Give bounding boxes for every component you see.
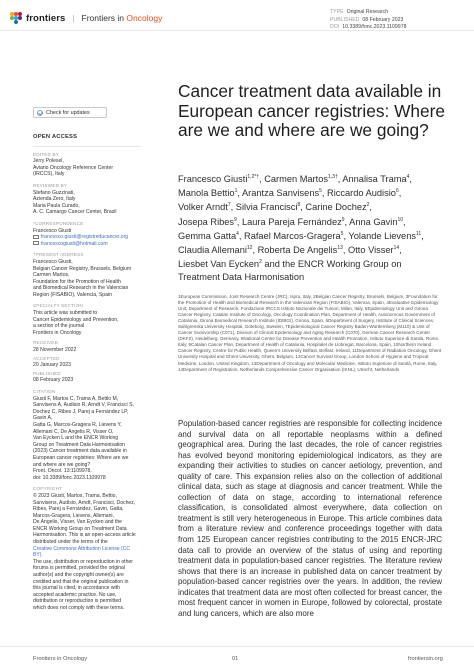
author-name: Josepa Ribes — [178, 216, 235, 227]
affiliation-superscript: 13 — [337, 245, 343, 252]
footer-divider — [0, 646, 474, 647]
author-name: and the ENCR Working Group on — [261, 259, 402, 270]
article-meta — [330, 9, 406, 32]
author-name: , Riccardo Audisio — [321, 188, 396, 199]
affiliation-superscript: 14 — [393, 245, 400, 252]
author-name: , Yolande Lievens — [343, 231, 416, 242]
author-name: , — [421, 231, 424, 242]
check-updates-icon — [37, 110, 43, 116]
affiliation-superscript: 5 — [340, 230, 344, 237]
author-name: , Rafael Marcos-Gragera — [238, 231, 341, 242]
citation-text: Giusti F, Martos C, Trama A, Bettio M, Sanvisens A, Audisio R, Arndt V, Francisci S, Dochez C, Ribes J, Parej a Fernández LP, Gavin A, Gatta G, Marcos-Gragera R, Lievens Y, Allemani C, De Angelis R, Visser O, Van Eycken L and the ENCR Working Group on Treatment Data Harmonisation (2023) Cancer treatment data available in European cancer registries: Where are we and where are we going? Front. Oncol. 13:1109978. doi: 10.3389/fonc.2023.1109978 — [33, 396, 141, 482]
sidebar-info — [33, 134, 141, 612]
sidebar-divider — [33, 146, 141, 147]
affiliation-superscript: 4 — [236, 230, 239, 237]
edited-by: Jerry Polesel, Aviano Oncology Reference Center (IRCCS), Italy — [33, 158, 114, 178]
present-address-label: †PRESENT ADDRESS — [33, 252, 84, 258]
affiliation-superscript: 7 — [227, 202, 231, 209]
affiliations: 1European Commission, Joint Research Centre (JRC), Ispra, Italy, 2Belgian Cancer Registry, Brussels, Belgium, 3Foundation for the Promotion of Health and Biomedical Research in the Valencian Region (FISABIO), Valencia, Spain, 4Evaluative Epidemiology Unit, Department of Research, Fondazione IRCCS Istituto Nazionale dei Tumori, Milan, Italy, 5Epidemiology Unit and Girona Cancer Registry, Catalan Institute of Oncology, Oncology Coordination Plan, Department of Health, Autonomous Government of Catalonia, Girona Biomedical Research Institute (IDIBGI), Girona, Spain, 6Department of Surgery, Institute of Clinical Sciences, Sahlgrenska University Hospital, Göteborg, Sweden, 7Epidemiological Cancer Registry Baden-Württemberg (M110) & Unit of Cancer Survivorship (C071), Division of Clinical Epidemiology and Aging Research (C070), German Cancer Research Center (DKFZ), Heidelberg, Germany, 8National Centre for Disease Prevention and Health Promotion, Istituto Superiore di Sanità, Rome, Italy, 9Catalan Cancer Plan, Department of Health of Catalonia, Hospitalet de Llobregat, Barcelona, Spain, 10Northern Ireland Cancer Registry, Centre for Public Health, Queen's University Belfast, Belfast, Ireland, 11Department of Radiation Oncology, Ghent University Hospital and Ghent University, Ghent, Belgium, 12Cancer Survival Group, London School of Hygiene and Tropical Medicine, London, United Kingdom, 13Department of Oncology and Molecular Medicine, Istituto Superiore di Sanità, Rome, Italy, 14Department of Registration, Netherlands Comprehensive Cancer Organisation (IKNL), Utrecht, Netherlands — [178, 294, 442, 372]
journal-prefix: Frontiers in — [81, 13, 125, 23]
journal-accent: Oncology — [126, 13, 163, 23]
affiliation-superscript: 9 — [234, 216, 237, 223]
author-name: , Silvia Francisci — [230, 202, 298, 213]
specialty-label: SPECIALTY SECTION — [33, 303, 83, 309]
author-name: , — [403, 216, 406, 227]
header-logo[interactable] — [10, 12, 162, 24]
author-name: , — [369, 202, 372, 213]
author-name: , — [398, 188, 402, 199]
brand-name: frontiers — [26, 12, 66, 24]
check-updates-label: Check for updates — [46, 109, 90, 116]
author-name: , Roberta De Angelis — [252, 245, 338, 256]
affiliation-superscript: 2 — [259, 259, 262, 266]
author-name: , — [399, 245, 402, 256]
author-name: Treatment Data Harmonisation — [178, 271, 305, 282]
date-list — [33, 340, 141, 384]
envelope-icon — [33, 241, 39, 245]
abstract-text: Population-based cancer registries are responsible for collecting incidence and survival data on all reportable neoplasms within a defined geographical area. During the last decades, the role of cancer registries has evolved beyond monitoring epidemiological indicators, as they are expanding their activities to studies on cancer aetiology, prevention, and quality of care. This expansion relies also on the collection of additional clinical data, such as stage at diagnosis and cancer treatment. While the collection of data on stage, according to international reference classification, is consolidated almost everywhere, data collection on treatment is still very heterogeneous in Europe. This article combines data from a literature review and conference proceedings together with data from 125 European cancer registries contributing to the 2015 ENCR-JRC data call to provide an overview of the status of using and reporting treatment data in population-based cancer registries. The literature review shows that there is an increase in published data on cancer treatment by population-based cancer registries over the years. In addition, the review indicates that treatment data are most often collected for breast cancer, the most frequent cancer in women in Europe, followed by colorectal, prostate and lung cancers, which are also more — [178, 419, 442, 618]
affiliation-superscript: 12 — [246, 245, 253, 252]
meta-published: PUBLISHED 08 February 2023 — [330, 16, 404, 23]
journal-name[interactable] — [82, 13, 163, 23]
published-label: PUBLISHED — [33, 370, 61, 376]
author-name: , Carmen Martos — [259, 174, 328, 185]
present-address: Francesco Giusti, Belgian Cancer Registry, Brussels, Belgium Carmen Martos, Foundation for the Promotion of Health and Biomedical Research in the Valencian Region (FISABIO), Valencia, Spain — [33, 258, 132, 298]
affiliation-superscript: 10 — [397, 216, 404, 223]
affiliation-superscript: 2 — [366, 202, 370, 209]
accepted-label: ACCEPTED — [33, 355, 60, 361]
check-updates-button[interactable] — [33, 107, 107, 118]
author-line — [178, 199, 442, 213]
author-name: , Otto Visser — [342, 245, 394, 256]
specialty-section: This article was submitted to Cancer Epidemiology and Prevention, a section of the journal Frontiers in Oncology — [33, 310, 119, 336]
edited-by-label: EDITED BY — [33, 151, 60, 157]
affiliation-superscript: 8 — [297, 202, 301, 209]
affiliation-superscript: 5 — [319, 188, 322, 195]
meta-type: TYPE Original Research — [330, 9, 389, 15]
author-name: , Arantza Sanvisens — [237, 188, 320, 199]
header-divider — [0, 30, 474, 31]
citation-doi[interactable]: doi: 10.3389/fonc.2023.1109978 — [33, 474, 106, 481]
copyright-label: COPYRIGHT — [33, 486, 63, 492]
affiliation-superscript: 1,3 — [327, 174, 335, 180]
author-name: Francesco Giusti — [178, 174, 248, 185]
author-line — [178, 242, 442, 256]
author-name: , Anna Gavin — [344, 216, 398, 227]
affiliation-superscript: 6 — [395, 188, 399, 195]
affiliation-superscript: † — [334, 174, 338, 180]
author-name: , Annalisa Trama — [337, 174, 407, 185]
affiliation-superscript: 11 — [415, 230, 422, 237]
author-name: Volker Arndt — [178, 202, 228, 213]
header-separator: | — [72, 13, 75, 23]
affiliation-superscript: 1 — [234, 188, 238, 195]
published-date: 08 February 2023 — [33, 377, 74, 384]
author-line — [178, 228, 442, 242]
page-number: 01 — [232, 656, 239, 662]
license-link[interactable]: Creative Commons Attribution License (CC BY). — [33, 545, 131, 559]
accepted-date: 20 January 2023 — [33, 362, 71, 369]
affiliation-superscript: *† — [254, 174, 260, 180]
author-name: , Carine Dochez — [300, 202, 367, 213]
reviewed-by: Stefano Guzzinati, Azienda Zero, Italy Maria Paula Curado, A. C. Camargo Cancer Center, Brazil — [33, 189, 117, 216]
author-line — [178, 214, 442, 228]
email-link-1[interactable]: francesco.giusti@registreducancer.org — [33, 234, 141, 241]
email-link-2[interactable]: francescogiusti@hotmail.com — [33, 241, 141, 248]
author-name: Liesbet Van Eycken — [178, 259, 260, 270]
author-line — [178, 171, 442, 185]
reviewed-by-label: REVIEWED BY — [33, 182, 68, 188]
author-line — [178, 256, 442, 270]
meta-doi[interactable]: DOI 10.3389/fonc.2023.1109978 — [330, 24, 407, 31]
correspondence-label: *CORRESPONDENCE — [33, 220, 84, 226]
open-access-label: OPEN ACCESS — [33, 134, 78, 140]
copyright-text: © 2023 Giusti, Martos, Trama, Bettio, Sanvisens, Audisio, Arndt, Francisci, Dochez, Ribes, Parej a Fernández, Gavin, Gatta, Marcos-Gragera, Lievens, Allemani, De Angelis, Visser, Van Eycken and the ENCR Working Group on Treatment Data Harmonisation. This is an open-access article distributed under the terms of the Creative Commons Attribution License (CC BY). The use, distribution or reproduction in other forums is permitted, provided the original author(s) and the copyright owner(s) are credited and that the original publication in this journal is cited, in accordance with accepted academic practice. No use, distribution or reproduction is permitted which does not comply with these terms. — [33, 492, 136, 611]
citation-label: CITATION — [33, 389, 56, 394]
affiliation-superscript: 4 — [406, 174, 410, 180]
footer-site[interactable]: frontiersin.org — [408, 656, 443, 662]
affiliation-superscript: 9 — [341, 216, 345, 223]
author-line — [178, 271, 442, 283]
author-name: Gemma Gatta — [178, 231, 237, 242]
received-label: RECEIVED — [33, 340, 59, 346]
article-title: Cancer treatment data available in European cancer registries: Where are we and where are we going? — [178, 81, 446, 141]
affiliation-superscript: 1,2 — [247, 174, 255, 180]
correspondence-name: Francesco Giusti — [33, 227, 72, 234]
received-date: 28 November 2022 — [33, 347, 77, 354]
author-name: Manola Bettio — [178, 188, 235, 199]
author-name: , Laura Pareja Fernández — [236, 216, 342, 227]
author-list — [178, 171, 442, 283]
envelope-icon — [33, 235, 39, 239]
author-name: Claudia Allemani — [178, 245, 247, 256]
author-name: , — [409, 174, 412, 185]
frontiers-logo-icon — [10, 12, 22, 24]
author-line — [178, 185, 442, 199]
footer-journal: Frontiers in Oncology — [33, 656, 88, 662]
